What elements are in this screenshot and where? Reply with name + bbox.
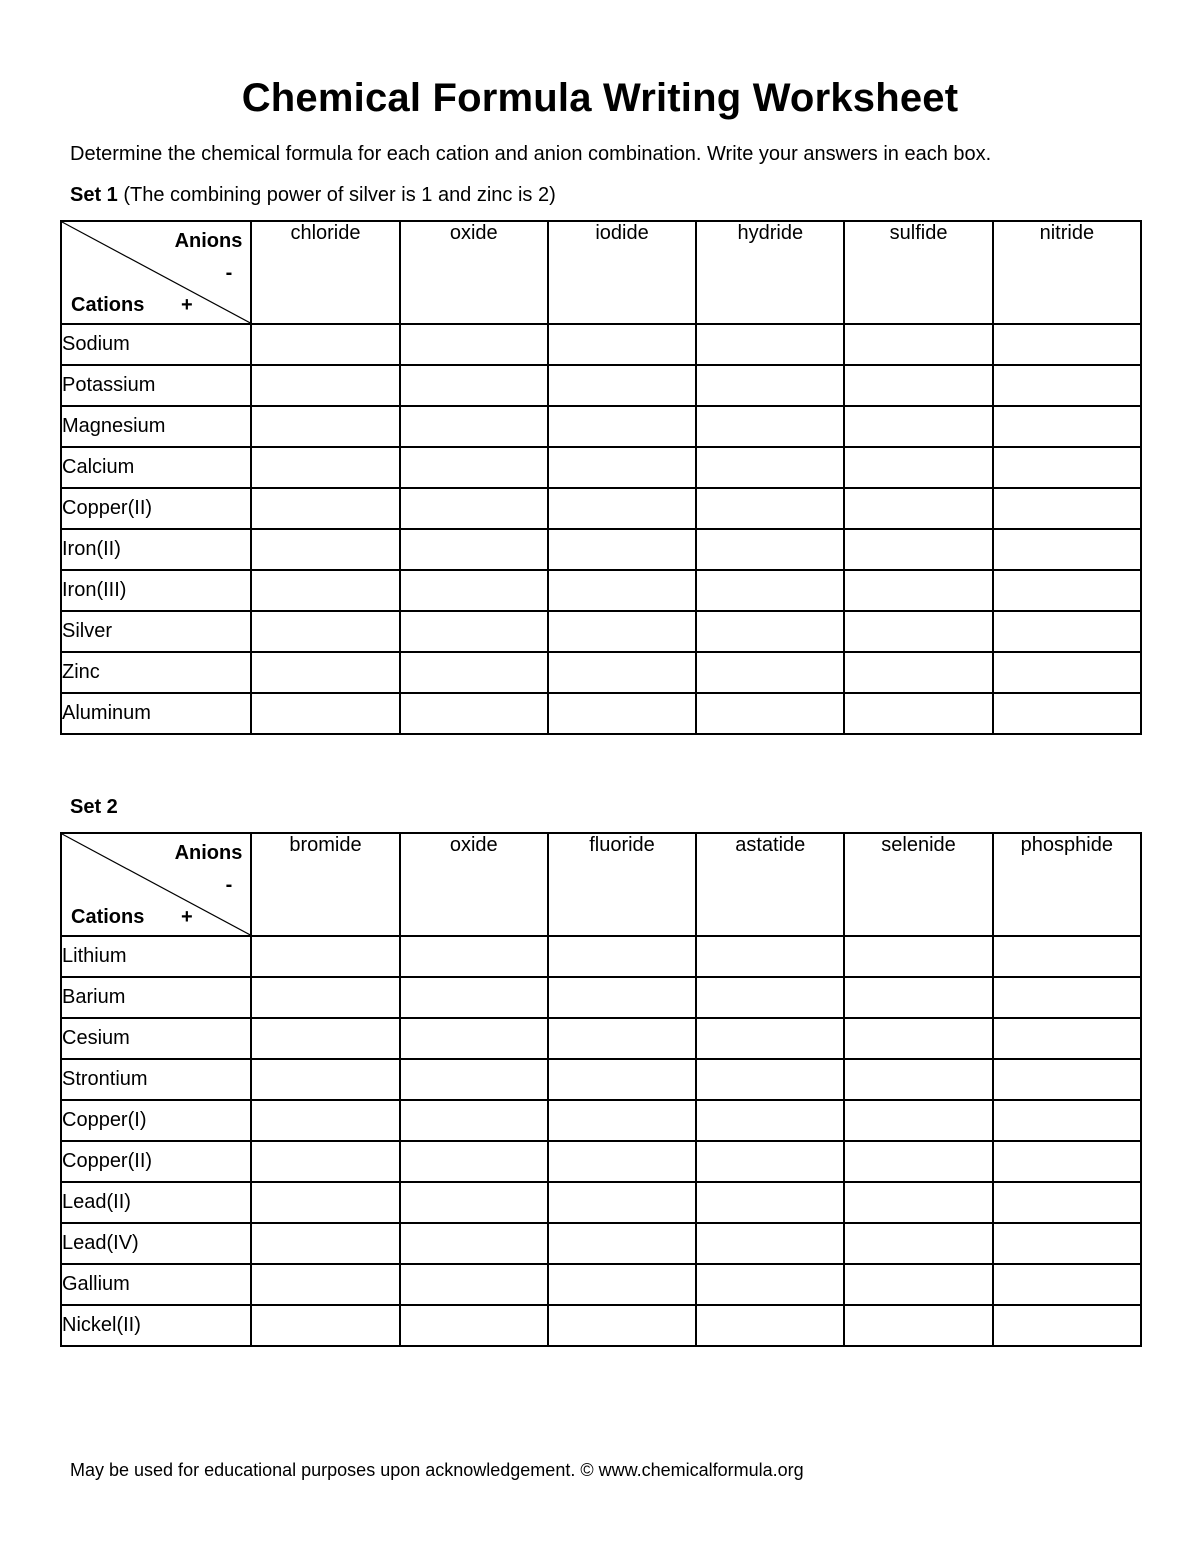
table-row bbox=[61, 1305, 1141, 1346]
answer-box[interactable] bbox=[993, 529, 1141, 570]
answer-box[interactable] bbox=[400, 1018, 548, 1059]
corner-plus-sign: + bbox=[181, 906, 193, 928]
answer-box[interactable] bbox=[548, 977, 696, 1018]
answer-box[interactable] bbox=[844, 1100, 992, 1141]
answer-box[interactable] bbox=[696, 1264, 844, 1305]
table-row bbox=[61, 936, 1141, 977]
answer-box[interactable] bbox=[400, 693, 548, 734]
answer-box[interactable] bbox=[844, 1018, 992, 1059]
set-2-table bbox=[60, 832, 1142, 1347]
anion-header: nitride bbox=[993, 221, 1141, 324]
answer-box[interactable] bbox=[696, 977, 844, 1018]
set-label-bold: Set 1 bbox=[70, 184, 118, 206]
cation-label: Sodium bbox=[61, 324, 251, 365]
answer-box[interactable] bbox=[548, 1059, 696, 1100]
set-1-table bbox=[60, 220, 1142, 735]
anion-header: oxide bbox=[400, 833, 548, 936]
table-row bbox=[61, 447, 1141, 488]
cation-label: Potassium bbox=[61, 365, 251, 406]
answer-box[interactable] bbox=[548, 1100, 696, 1141]
answer-box[interactable] bbox=[993, 936, 1141, 977]
answer-box[interactable] bbox=[548, 570, 696, 611]
answer-box[interactable] bbox=[400, 1264, 548, 1305]
cation-label: Gallium bbox=[61, 1264, 251, 1305]
cation-label: Nickel(II) bbox=[61, 1305, 251, 1346]
answer-box[interactable] bbox=[400, 1182, 548, 1223]
anion-header: sulfide bbox=[844, 221, 992, 324]
answer-box[interactable] bbox=[993, 1018, 1141, 1059]
set-label-rest: (The combining power of silver is 1 and zinc is 2) bbox=[117, 184, 556, 206]
answer-box[interactable] bbox=[400, 324, 548, 365]
answer-box[interactable] bbox=[844, 365, 992, 406]
answer-box[interactable] bbox=[251, 324, 399, 365]
cation-label: Strontium bbox=[61, 1059, 251, 1100]
cation-label: Silver bbox=[61, 611, 251, 652]
corner-minus-sign: - bbox=[225, 874, 233, 896]
answer-box[interactable] bbox=[400, 1100, 548, 1141]
table-row bbox=[61, 1264, 1141, 1305]
table-row bbox=[61, 529, 1141, 570]
answer-box[interactable] bbox=[548, 693, 696, 734]
answer-box[interactable] bbox=[696, 1100, 844, 1141]
anion-header: chloride bbox=[251, 221, 399, 324]
answer-box[interactable] bbox=[844, 447, 992, 488]
answer-box[interactable] bbox=[400, 611, 548, 652]
answer-box[interactable] bbox=[696, 1018, 844, 1059]
answer-box[interactable] bbox=[548, 324, 696, 365]
answer-box[interactable] bbox=[251, 570, 399, 611]
table-row bbox=[61, 1059, 1141, 1100]
answer-box[interactable] bbox=[251, 1305, 399, 1346]
answer-box[interactable] bbox=[548, 529, 696, 570]
answer-box[interactable] bbox=[548, 406, 696, 447]
table-row bbox=[61, 1141, 1141, 1182]
answer-box[interactable] bbox=[696, 447, 844, 488]
cation-label: Magnesium bbox=[61, 406, 251, 447]
answer-box[interactable] bbox=[993, 570, 1141, 611]
table-row bbox=[61, 488, 1141, 529]
answer-box[interactable] bbox=[993, 1059, 1141, 1100]
answer-box[interactable] bbox=[548, 1182, 696, 1223]
cation-label: Copper(I) bbox=[61, 1100, 251, 1141]
answer-box[interactable] bbox=[251, 447, 399, 488]
set-1-label bbox=[70, 184, 556, 207]
cation-label: Barium bbox=[61, 977, 251, 1018]
answer-box[interactable] bbox=[993, 1182, 1141, 1223]
answer-box[interactable] bbox=[696, 1182, 844, 1223]
cation-label: Iron(II) bbox=[61, 529, 251, 570]
answer-box[interactable] bbox=[400, 406, 548, 447]
answer-box[interactable] bbox=[993, 1141, 1141, 1182]
answer-box[interactable] bbox=[400, 977, 548, 1018]
answer-box[interactable] bbox=[251, 652, 399, 693]
answer-box[interactable] bbox=[400, 529, 548, 570]
answer-box[interactable] bbox=[251, 406, 399, 447]
answer-box[interactable] bbox=[696, 936, 844, 977]
answer-box[interactable] bbox=[844, 652, 992, 693]
answer-box[interactable] bbox=[548, 1305, 696, 1346]
answer-box[interactable] bbox=[251, 365, 399, 406]
answer-box[interactable] bbox=[251, 1018, 399, 1059]
corner-cell bbox=[61, 221, 251, 324]
answer-box[interactable] bbox=[400, 936, 548, 977]
anion-header: phosphide bbox=[993, 833, 1141, 936]
answer-box[interactable] bbox=[696, 365, 844, 406]
answer-box[interactable] bbox=[696, 529, 844, 570]
table-row bbox=[61, 365, 1141, 406]
answer-box[interactable] bbox=[548, 365, 696, 406]
answer-box[interactable] bbox=[400, 1141, 548, 1182]
answer-box[interactable] bbox=[548, 1018, 696, 1059]
cation-label: Copper(II) bbox=[61, 1141, 251, 1182]
answer-box[interactable] bbox=[400, 365, 548, 406]
answer-box[interactable] bbox=[993, 1264, 1141, 1305]
table-row bbox=[61, 1100, 1141, 1141]
answer-box[interactable] bbox=[548, 447, 696, 488]
set-2-label bbox=[70, 796, 118, 819]
answer-box[interactable] bbox=[993, 324, 1141, 365]
answer-box[interactable] bbox=[251, 977, 399, 1018]
cation-label: Copper(II) bbox=[61, 488, 251, 529]
answer-box[interactable] bbox=[696, 1305, 844, 1346]
cation-label: Zinc bbox=[61, 652, 251, 693]
answer-box[interactable] bbox=[251, 611, 399, 652]
answer-box[interactable] bbox=[251, 693, 399, 734]
answer-box[interactable] bbox=[548, 1264, 696, 1305]
cation-label: Lithium bbox=[61, 936, 251, 977]
cation-label: Lead(II) bbox=[61, 1182, 251, 1223]
answer-box[interactable] bbox=[696, 611, 844, 652]
answer-box[interactable] bbox=[844, 1223, 992, 1264]
answer-box[interactable] bbox=[548, 611, 696, 652]
corner-cations-label: Cations bbox=[71, 906, 145, 928]
answer-box[interactable] bbox=[696, 1223, 844, 1264]
answer-box[interactable] bbox=[696, 324, 844, 365]
table-row bbox=[61, 406, 1141, 447]
table-row bbox=[61, 652, 1141, 693]
cation-label: Cesium bbox=[61, 1018, 251, 1059]
answer-box[interactable] bbox=[400, 488, 548, 529]
set-label-bold: Set 2 bbox=[70, 796, 118, 818]
answer-box[interactable] bbox=[548, 1223, 696, 1264]
anion-header: bromide bbox=[251, 833, 399, 936]
answer-box[interactable] bbox=[696, 570, 844, 611]
answer-box[interactable] bbox=[844, 529, 992, 570]
answer-box[interactable] bbox=[993, 693, 1141, 734]
answer-box[interactable] bbox=[844, 1141, 992, 1182]
answer-box[interactable] bbox=[251, 488, 399, 529]
answer-box[interactable] bbox=[400, 447, 548, 488]
footer-note: May be used for educational purposes upon acknowledgement. © www.chemicalformula.org bbox=[70, 1460, 804, 1480]
table-row bbox=[61, 1182, 1141, 1223]
instructions: Determine the chemical formula for each cation and anion combination. Write your answers in each box. bbox=[70, 143, 992, 165]
answer-box[interactable] bbox=[993, 611, 1141, 652]
table-row bbox=[61, 1018, 1141, 1059]
anion-header: oxide bbox=[400, 221, 548, 324]
answer-box[interactable] bbox=[696, 406, 844, 447]
header-row bbox=[61, 833, 1141, 936]
answer-box[interactable] bbox=[548, 652, 696, 693]
answer-box[interactable] bbox=[844, 406, 992, 447]
answer-box[interactable] bbox=[993, 447, 1141, 488]
table-row bbox=[61, 324, 1141, 365]
answer-box[interactable] bbox=[548, 1141, 696, 1182]
answer-box[interactable] bbox=[844, 977, 992, 1018]
anion-header: fluoride bbox=[548, 833, 696, 936]
anion-header: iodide bbox=[548, 221, 696, 324]
answer-box[interactable] bbox=[400, 652, 548, 693]
answer-box[interactable] bbox=[844, 1182, 992, 1223]
corner-minus-sign: - bbox=[225, 262, 233, 284]
answer-box[interactable] bbox=[400, 1059, 548, 1100]
answer-box[interactable] bbox=[993, 1305, 1141, 1346]
answer-box[interactable] bbox=[993, 488, 1141, 529]
answer-box[interactable] bbox=[844, 693, 992, 734]
answer-box[interactable] bbox=[993, 977, 1141, 1018]
page-title: Chemical Formula Writing Worksheet bbox=[241, 76, 959, 120]
corner-anions-label: Anions bbox=[174, 230, 243, 252]
answer-box[interactable] bbox=[993, 652, 1141, 693]
answer-box[interactable] bbox=[844, 570, 992, 611]
corner-cations-label: Cations bbox=[71, 294, 145, 316]
answer-box[interactable] bbox=[844, 488, 992, 529]
answer-box[interactable] bbox=[400, 1223, 548, 1264]
answer-box[interactable] bbox=[844, 324, 992, 365]
answer-box[interactable] bbox=[251, 1100, 399, 1141]
corner-anions-label: Anions bbox=[174, 842, 243, 864]
answer-box[interactable] bbox=[251, 1223, 399, 1264]
answer-box[interactable] bbox=[844, 611, 992, 652]
answer-box[interactable] bbox=[548, 488, 696, 529]
answer-box[interactable] bbox=[993, 365, 1141, 406]
answer-box[interactable] bbox=[696, 488, 844, 529]
table-row bbox=[61, 570, 1141, 611]
corner-cell bbox=[61, 833, 251, 936]
answer-box[interactable] bbox=[696, 693, 844, 734]
answer-box[interactable] bbox=[251, 1059, 399, 1100]
anion-header: selenide bbox=[844, 833, 992, 936]
answer-box[interactable] bbox=[251, 1264, 399, 1305]
table-row bbox=[61, 1223, 1141, 1264]
cation-label: Lead(IV) bbox=[61, 1223, 251, 1264]
corner-plus-sign: + bbox=[181, 294, 193, 316]
anion-header: hydride bbox=[696, 221, 844, 324]
answer-box[interactable] bbox=[251, 529, 399, 570]
header-row bbox=[61, 221, 1141, 324]
answer-box[interactable] bbox=[993, 1223, 1141, 1264]
table-row bbox=[61, 611, 1141, 652]
answer-box[interactable] bbox=[251, 936, 399, 977]
answer-box[interactable] bbox=[844, 1059, 992, 1100]
cation-label: Aluminum bbox=[61, 693, 251, 734]
answer-box[interactable] bbox=[993, 1100, 1141, 1141]
answer-box[interactable] bbox=[251, 1141, 399, 1182]
answer-box[interactable] bbox=[400, 1305, 548, 1346]
cation-label: Iron(III) bbox=[61, 570, 251, 611]
answer-box[interactable] bbox=[696, 1059, 844, 1100]
answer-box[interactable] bbox=[548, 936, 696, 977]
answer-box[interactable] bbox=[696, 652, 844, 693]
answer-box[interactable] bbox=[844, 936, 992, 977]
answer-box[interactable] bbox=[993, 406, 1141, 447]
table-row bbox=[61, 693, 1141, 734]
table-row bbox=[61, 977, 1141, 1018]
answer-box[interactable] bbox=[844, 1264, 992, 1305]
anion-header: astatide bbox=[696, 833, 844, 936]
answer-box[interactable] bbox=[251, 1182, 399, 1223]
answer-box[interactable] bbox=[696, 1141, 844, 1182]
answer-box[interactable] bbox=[844, 1305, 992, 1346]
cation-label: Calcium bbox=[61, 447, 251, 488]
answer-box[interactable] bbox=[400, 570, 548, 611]
